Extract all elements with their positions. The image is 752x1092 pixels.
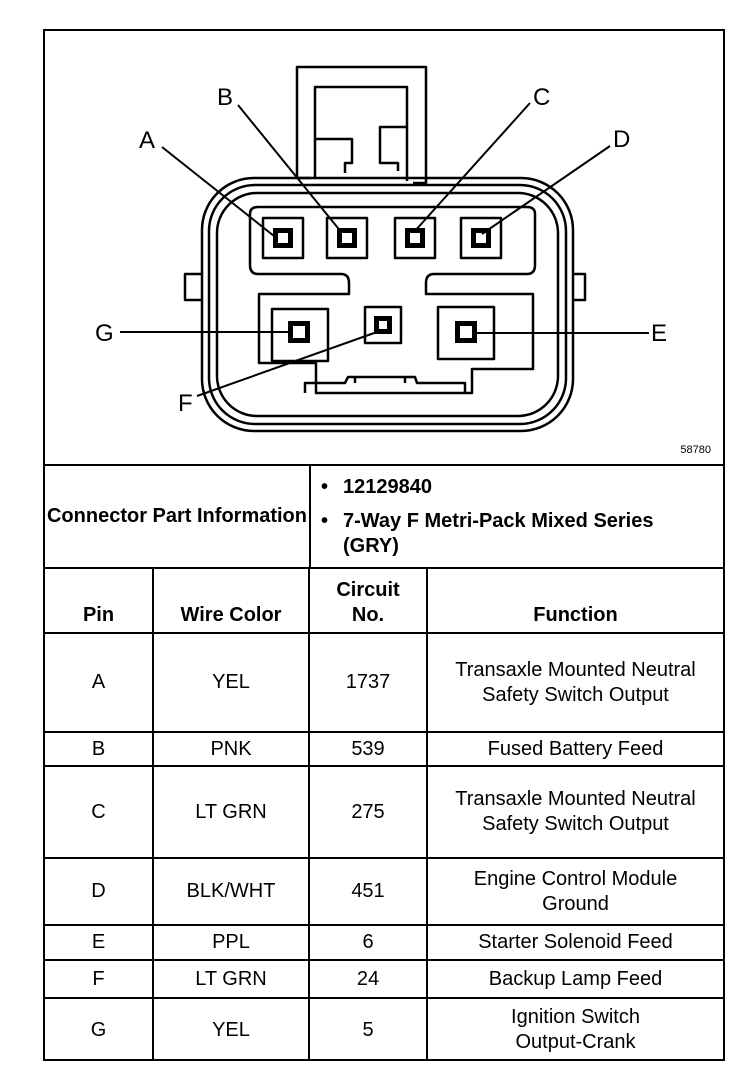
connector-info-details	[311, 466, 723, 567]
connector-info-label: Connector Part Information	[45, 466, 311, 567]
cell-circuit-no: 275	[309, 766, 427, 858]
cell-function	[427, 732, 723, 766]
cell-wire-color: LT GRN	[153, 766, 309, 858]
pin-label-c: C	[533, 84, 551, 111]
cell-circuit-no: 1737	[309, 633, 427, 732]
function-text: Starter Solenoid Feed	[478, 931, 673, 953]
table-header-row	[45, 569, 723, 633]
pin-label-g: G	[95, 320, 114, 347]
cell-circuit-no: 451	[309, 858, 427, 925]
cell-wire-color: PPL	[153, 925, 309, 960]
function-text: Transaxle Mounted Neutral Safety Switch Output	[455, 788, 696, 835]
cell-function	[427, 633, 723, 732]
table-row	[45, 925, 723, 960]
table-row	[45, 960, 723, 998]
function-text: Backup Lamp Feed	[488, 967, 663, 990]
cell-wire-color: YEL	[153, 998, 309, 1061]
cell-pin: C	[45, 766, 153, 858]
figure-number: 58780	[680, 444, 711, 456]
cell-function	[427, 960, 723, 998]
pin-label-a: A	[139, 127, 156, 154]
cell-function	[427, 998, 723, 1061]
cell-circuit-no: 24	[309, 960, 427, 998]
table-row	[45, 633, 723, 732]
header-pin: Pin	[45, 569, 153, 633]
connector-drawing	[45, 31, 723, 464]
pin-table	[45, 569, 723, 1061]
pin-label-e: E	[651, 320, 668, 347]
pin-label-f: F	[178, 390, 193, 417]
function-text: Engine Control Module Ground	[473, 867, 678, 915]
cell-pin: B	[45, 732, 153, 766]
cell-wire-color: BLK/WHT	[153, 858, 309, 925]
cell-circuit-no: 5	[309, 998, 427, 1061]
cell-function	[427, 858, 723, 925]
bullet-icon: •	[321, 476, 329, 498]
cell-wire-color: LT GRN	[153, 960, 309, 998]
function-text: Fused Battery Feed	[487, 737, 664, 760]
cell-pin: A	[45, 633, 153, 732]
table-row	[45, 858, 723, 925]
part-number: 12129840	[343, 476, 432, 498]
table-row	[45, 732, 723, 766]
cell-pin: F	[45, 960, 153, 998]
cell-function	[427, 766, 723, 858]
pin-label-b: B	[217, 84, 234, 111]
pin-label-d: D	[613, 126, 631, 153]
connector-diagram	[45, 31, 723, 466]
header-wire-color: Wire Color	[153, 569, 309, 633]
cell-wire-color: YEL	[153, 633, 309, 732]
cell-pin: D	[45, 858, 153, 925]
function-text: Ignition Switch Output-Crank	[511, 1006, 640, 1053]
connector-description: 7-Way F Metri-Pack Mixed Series (GRY)	[343, 510, 654, 557]
cell-function	[427, 925, 723, 960]
table-row	[45, 998, 723, 1061]
connector-part-information	[45, 466, 723, 569]
cell-pin: G	[45, 998, 153, 1061]
function-text: Transaxle Mounted Neutral Safety Switch Output	[455, 658, 696, 706]
header-circuit-no-text: Circuit No.	[336, 579, 400, 626]
description-item	[321, 509, 713, 559]
part-number-item	[321, 475, 713, 500]
table-row	[45, 766, 723, 858]
connector-sheet	[43, 29, 725, 1061]
bullet-icon: •	[321, 510, 329, 532]
header-function: Function	[427, 569, 723, 633]
header-circuit-no	[309, 569, 427, 633]
cell-pin: E	[45, 925, 153, 960]
cell-circuit-no: 6	[309, 925, 427, 960]
cell-wire-color: PNK	[153, 732, 309, 766]
cell-circuit-no: 539	[309, 732, 427, 766]
